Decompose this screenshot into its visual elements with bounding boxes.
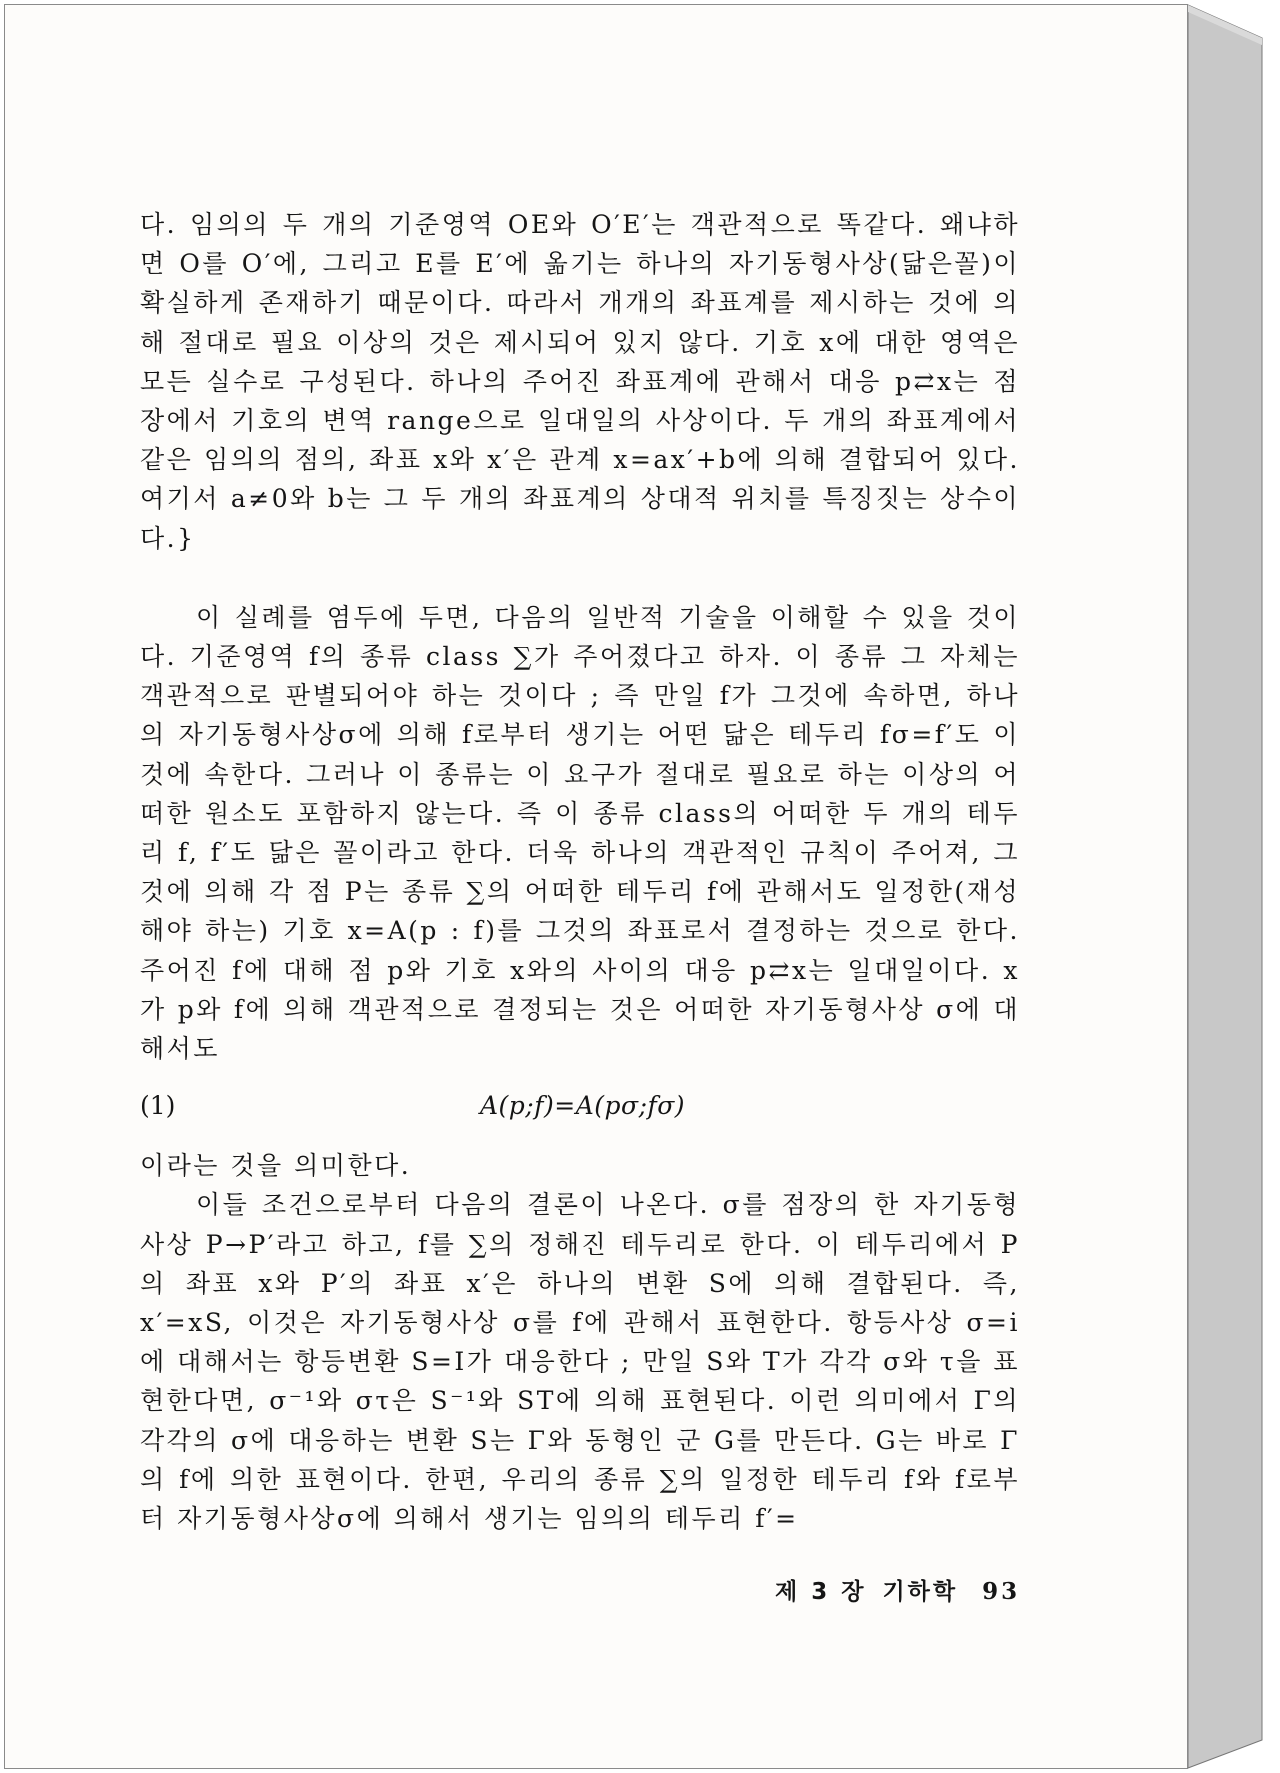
equation-number: (1)	[140, 1091, 176, 1121]
paragraph-4: 이들 조건으로부터 다음의 결론이 나온다. σ를 점장의 한 자기동형사상 P→P′라고 하고, f를 ∑의 정해진 테두리로 한다. 이 테두리에서 P의 좌표 x와 P′의 좌표 x′은 하나의 변환 S에 의해 결합된다. 즉, x′=xS, 이것은 자기동형사상 σ를 f에 관해서 표현한다. 항등사상 σ=i에 대해서는 항등변환 S=I가 대응한다 ; 만일 S와 T가 각각 σ와 τ을 표현한다면, σ⁻¹와 στ은 S⁻¹와 ST에 의해 표현된다. 이런 의미에서 Γ의 각각의 σ에 대응하는 변환 S는 Γ와 동형인 군 G를 만든다. G는 바로 Γ의 f에 의한 표현이다. 한편, 우리의 종류 ∑의 일정한 테두리 f와 f로부터 자기동형사상σ에 의해서 생기는 임의의 테두리 f′=	[140, 1190, 1020, 1534]
page-number: 93	[982, 1578, 1021, 1605]
body-text	[140, 205, 1020, 1538]
equation-1	[140, 1086, 1020, 1126]
chapter-label: 제 3 장	[775, 1579, 867, 1605]
chapter-title: 기하학	[882, 1579, 959, 1605]
paragraph-2: 이 실례를 염두에 두면, 다음의 일반적 기술을 이해할 수 있을 것이다. 기준영역 f의 종류 class ∑가 주어졌다고 하자. 이 종류 그 자체는 객관적으로 판별되어야 하는 것이다 ; 즉 만일 f가 그것에 속하면, 하나의 자기동형사상σ에 의해 f로부터 생기는 어떤 닮은 테두리 fσ=f′도 이것에 속한다. 그러나 이 종류는 이 요구가 절대로 필요로 하는 이상의 어떠한 원소도 포함하지 않는다. 즉 이 종류 class의 어떠한 두 개의 테두리 f, f′도 닮은 꼴이라고 한다. 더욱 하나의 객관적인 규칙이 주어져, 그것에 의해 각 점 P는 종류 ∑의 어떠한 테두리 f에 관해서도 일정한(재성해야 하는) 기호 x=A(p : f)를 그것의 좌표로서 결정하는 것으로 한다. 주어진 f에 대해 점 p와 기호 x와의 사이의 대응 p⇄x는 일대일이다. x가 p와 f에 의해 객관적으로 결정되는 것은 어떠한 자기동형사상 σ에 대해서도	[140, 602, 1020, 1064]
running-footer	[775, 1573, 1020, 1606]
equation-body: A(p;f)=A(pσ;fσ)	[480, 1091, 686, 1121]
paragraph-3: 이라는 것을 의미한다.	[140, 1151, 412, 1181]
paragraph-1: 다. 임의의 두 개의 기준영역 OE와 O′E′는 객관적으로 똑같다. 왜냐하면 O를 O′에, 그리고 E를 E′에 옮기는 하나의 자기동형사상(닮은꼴)이 확실하게 존재하기 때문이다. 따라서 개개의 좌표계를 제시하는 것에 의해 절대로 필요 이상의 것은 제시되어 있지 않다. 기호 x에 대한 영역은 모든 실수로 구성된다. 하나의 주어진 좌표계에 관해서 대응 p⇄x는 점장에서 기호의 변역 range으로 일대일의 사상이다. 두 개의 좌표계에서 같은 임의의 점의, 좌표 x와 x′은 관계 x=ax′+b에 의해 결합되어 있다. 여기서 a≠0와 b는 그 두 개의 좌표계의 상대적 위치를 특징짓는 상수이다.}	[140, 210, 1020, 553]
